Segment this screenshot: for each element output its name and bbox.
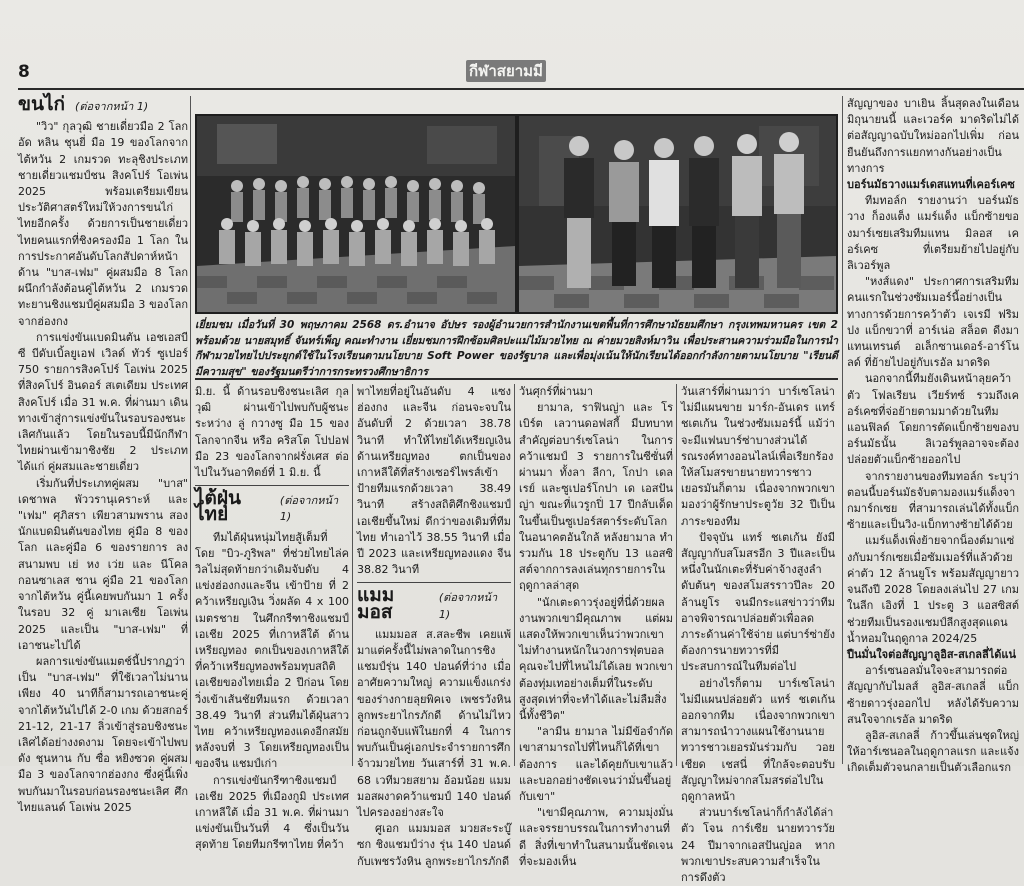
paragraph: อย่างไรก็ตาม บาร์เซโลน่าไม่มีแผนปล่อยตัว แทร์ ชเตเก้น ออกจากทีม เนื่องจากพวกเขาสามารถนำวางแผนใช้งานนายทวารชาวเยอรมันร่วมกับ วอยเชียด เชสนี่ ที่ใกล้จะตอบรับสัญญาใหม่จากสโมสรต่อไปในฤดูกาลหน้า	[681, 676, 835, 804]
article-column-4	[519, 384, 673, 868]
paragraph: ปัจจุบัน แทร์ ชเตเก้น ยังมีสัญญากับสโมสรอีก 3 ปีและเป็นหนึ่งในนักเตะที่รับค่าจ้างสูงลำดับต้นๆ ของสโมสรราวปีละ 20 ล้านยูโร จนมีกระแสข่าวว่าทีมอาจพิจารณาปล่อยตัวเพื่อลดภาระด้านค่าใช้จ่าย แต่บาร์ซ่ายังต้องการนายทวารที่มีประสบการณ์ในทีมต่อไป	[681, 530, 835, 674]
photo-strip	[195, 114, 838, 314]
paragraph: มิ.ย. นี้ ด้านรอบชิงชนะเลิศ กุลวุฒิ ผ่านเข้าไปพบกับผู้ชนะระหว่าง ลู่ กวางซู มือ 15 ของโลกจากจีน หรือ คริสโต โปปอฟ มือ 23 ของโลกจากฝรั่งเศส ต่อไปในวันอาทิตย์ที่ 1 มิ.ย. นี้	[195, 385, 349, 480]
article-column-6	[847, 96, 1019, 775]
article-heading-badminton: ขนไก่ (ต่อจากหน้า 1)	[18, 93, 149, 115]
group-photo	[197, 116, 515, 312]
paragraph: "ลามีน ยามาล ไม่มีข้อจำกัดเขาสามารถไปที่ไหนก็ได้ที่เขาต้องการ และได้คุยกับเขาแล้วและบอกอย่างชัดเจนว่ามั่นขึ้นอยู่กับเขา"	[519, 725, 673, 804]
continued-note: (ต่อจากหน้า 1)	[438, 591, 498, 621]
paragraph: ทีมไต้ฝุ่นหนุ่มไทยสู้เต็มที่ โดย "บิว-ภูริพล" ที่ช่วยไทยไล่ควิลไม่สุดท้ายกว่าเดิมจับดับ 4 แข่งฮ่องกงและจีน เข้าป้าย ที่ 2 คว้าเหรียญเงิน วิ่งผลัด 4 x 100 เมตรชาย ในศึกกรีฑาชิงแชมป์เอเชีย 2025 ที่เกาหลีใต้ ด้านเหรียญทอง ตกเป็นของเกาหลีใต้ ที่คว้าเหรียญทองพร้อมทุบสถิติเอเชียของไทยเมื่อ 2 ปีก่อน โดยวิ่งเข้าเส้นชัยทีมแรก ด้วยเวลา 38.49 วินาที ส่วนทีมไต้ฝุ่นสาวไทย คว้าเหรียญทองแดงอีกสมัย หลังจบที่ 3 โดยเหรียญทองเป็นของจีน แชมป์เก่า	[195, 530, 349, 771]
article-heading-muay-thai: แมมมอส (ต่อจากหน้า 1)	[357, 587, 511, 622]
paragraph: ผลการแข่งขันแมตช์นี้ปรากฏว่า เป็น "บาส-เฟม" ที่ใช้เวลาไม่นานเพียง 40 นาทีก็สามารถเอาชนะคู่จากไต้หวันไปได้ 2-0 เกม ด้วยสกอร์ 21-12, 21-17 ลิ่วเข้าสู่รอบชิงชนะเลิศได้อย่างงดงาม โดยจะเข้าไปพบ ดัง ชุนหาน กับ ซื่อ หยิงซวด คู่ผสมมือ 3 ของโลกจากฮ่องกง ซึ่งคู่นี้เพิ่งพบกันมาในรอบก่อนรองชนะเลิศ ศึกไทยแลนด์ โอเพ่น 2025	[18, 654, 188, 814]
paragraph: ส่วนบาร์เซโลน่าก็กำลังได้ล่าตัว โจน การ์เซีย นายทวารวัย 24 ปีมาจากเอสปันญ่อล หากพวกเขาประสบความสำเร็จในการดึงตัว	[681, 806, 835, 885]
paragraph: อาร์เซนอลมั่นใจจะสามารถต่อสัญญากับไมลส์ ลูอิส-สเกลลี่ แบ็กซ้ายดาวรุ่งออกไป หลังได้รับความสนใจจากเรอัล มาดริด	[847, 664, 1019, 726]
continued-note: (ต่อจากหน้า 1)	[279, 494, 339, 524]
article-column-3	[357, 384, 511, 868]
paragraph: ยามาล, ราฟินญ่า และ โรเบิร์ต เลวานดอฟสกี้ มีบทบาทสำคัญต่อบาร์เซโลน่า ในการคว้าแชมป์ 3 รายการในซีซั่นที่ผ่านมา ทั้งลา ลีกา, โกปา เดล เรย์ และซูเปอร์โกปา เด เอสปันญ่า ขณะที่แวรูกปิ่ 17 ปีกลับเด็ดในขึ้นเป็นซูเปอร์สตาร์ระดับโลกในอนาคตอันใกล้ หลังยามาล ทำรวมกัน 18 ประตูกับ 13 แอสซิสต์จากการลงเล่นทุกรายการในฤดูกาลล่าสุด	[519, 401, 673, 593]
paragraph: สัญญาของ บาเยิน ลิ้นสุดลงในเดือนมิถุนายนนี้ และเวอร์ค มาดริดไม่ได้ต่อสัญญาฉบับใหม่ออกไปเพิ่ม ก่อนยืนยันถึงการแยกทางกันอย่างเป็นทางการ	[847, 97, 1019, 175]
column-divider	[842, 96, 843, 764]
paragraph: ลูอิส-สเกลลี่ ก้าวขึ้นเล่นชุดใหญ่ให้อาร์เซนอลในฤดูกาลแรก และแจ้งเกิดเต็มตัวจนกลายเป็นตัวเลือกแรก	[847, 728, 1019, 775]
paragraph: แมร์แด็งเพิ่งย้ายจากน็องต์มาแซ่งกับมาร์กเซยเมื่อซัมเมอร์ที่แล้วด้วยค่าตัว 12 ล้านยูโร พร้อมสัญญายาวจนถึงปี 2028 โดยลงเล่นไป 27 เกมในลีก เอิงที่ 1 ประตู 3 แอสซิสต์ ช่วยทีมเป็นรองแชมป์ลีกสูงสุดแดนน้ำหอมในฤดูกาล 2024/25	[847, 534, 1019, 645]
article-column-1	[18, 93, 188, 814]
paragraph: แมมมอส ส.สละชีพ เคยแพ้มาแต่ครั้งนี้ไม่พลาดในการชิงแชมป์รุ่น 140 ปอนด์ที่ว่าง เมื่ออาศัยความใหญ่ ความแข็งแกร่งของร่างกายลุยพิคเจ เพชรวังหิน ลูกพระยาไกรภักดี ด้านไม่ไหว ก่อนถูกจับแพ้ในยกที่ 4 ในการพบกันเป็นคู่เอกประจำรายการศึกจ้าวมวยไทย วันเสาร์ที่ 31 พ.ค. 68 เวทีมวยสยาม อ้อมน้อย แมมมอสผงาดคว้าแชมป์ 140 ปอนด์ไปครองอย่างสะใจ	[357, 627, 511, 820]
section-masthead: กีฬาสยามมี	[466, 60, 546, 82]
paragraph: การแข่งขันแบดมินตัน เอชเอสบีซี บีดับเบิ้ลยูเอฟ เวิลด์ ทัวร์ ซูเปอร์ 750 รายการสิงคโปร์ โอเพ่น 2025 ที่สิงคโปร์ อินดอร์ สเตเดียม ประเทศสิงคโปร์ เมื่อ 31 พ.ค. ที่ผ่านมา เดินทางเข้าสู่การแข่งขันในรอบรองชนะเลิศกันแล้ว โดยในรอบนี้มีนักกีฬาไทยผ่านเข้ามาชิงชัย 2 ประเภท ได้แก่ คู่ผสมและชายเดี่ยว	[18, 330, 188, 474]
standing-photo	[519, 116, 836, 312]
article-heading-athletics: ไต้ฝุ่นไทย (ต่อจากหน้า 1)	[195, 490, 349, 525]
paragraph: เริ่มกันที่ประเภทคู่ผสม "บาส" เดชาพล พัววรานุเคราะห์ และ "เฟม" ศุภิสรา เพียวสามพราน สองนักแบดมินตันของไทย คู่มือ 8 ของโลก และคู่มือ 6 ของรายการ ลงสนามพบ เย่ หง เว่ย และ นีโคล กอนซาเลส ชาน คู่มือ 21 ของโลกจากไต้หวัน คู่นี้เคยพบกันมา 1 ครั้ง ในรอบ 32 คู่ มาเลเซีย โอเพ่น 2025 และเป็น "บาส-เฟม" ที่เอาชนะไปได้	[18, 476, 188, 652]
article-column-5	[681, 384, 835, 885]
column-divider	[514, 384, 515, 766]
column-divider	[352, 384, 353, 766]
section-rule	[357, 578, 511, 583]
column-divider	[676, 384, 677, 766]
continued-note: (ต่อจากหน้า 1)	[75, 100, 149, 113]
paragraph: ศูเอก แมมมอส มวยสะระบู๊ ซก ชิงแชมป์ว่าง รุ่น 140 ปอนด์ กับเพชรวังหิน ลูกพระยาไกรภักดี	[357, 822, 511, 868]
subheading-bournemouth: บอร์นมัธวางแมร์เดสแทนที่เคอร์เคซ	[847, 178, 1015, 192]
paragraph: "นักเตะดาวรุ่งอยู่ที่นี่ด้วยผลงานพวกเขามีคุณภาพ แต่ผมแสดงให้พวกเขาเห็นว่าพวกเขาไม่ทำงานหนักในวงการฟุตบอล คุณจะไปที่ไหนไม่ได้เลย พวกเขาต้องทุ่มเทอย่างเต็มที่ในระดับสูงสุดเท่าที่จะทำได้และไม่ลืมสิ่งนี้ทั้งชีวิต"	[519, 595, 673, 723]
subheading-arsenal: ปืนมั่นใจต่อสัญญาลูอิส-สเกลลี่ได้แน่	[847, 647, 1017, 661]
paragraph: การแข่งขันกรีฑาชิงแชมป์เอเชีย 2025 ที่เมืองกูมิ ประเทศเกาหลีใต้ เมื่อ 31 พ.ค. ที่ผ่านมา แข่งขันเป็นวันที่ 4 ซึ่งเป็นวันสุดท้าย โดยทีมกรีฑาไทย ที่คว้า	[195, 773, 349, 852]
paragraph: นอกจากนี้ทีมยังเดินหน้าลุยคว้าตัว โฟลเรียน เวียร์ทซ์ รวมถึงเคอร์เคซที่จ่อย้ายตามมาด้วยในทีมแอนฟิลด์ โดยการตัดแบ็กซ้ายของบอร์นมัธนั้น ลิเวอร์พูลอาจจะต้องปล่อยตัวแบ็กซ้ายออกไป	[847, 372, 1019, 467]
article-column-2	[195, 384, 349, 852]
paragraph: วันเสาร์ที่ผ่านมาว่า บาร์เซโลน่าไม่มีแผนขาย มาร์ก-อันเดร แทร์ ชเตเก้น ในช่วงซัมเมอร์นี้ แม้ว่าจะมีแฟนบาร์ซ่าบางส่วนได้รณรงค์ทางออนไลน์เพื่อเรียกร้องให้สโมสรขายนายทวารชาวเยอรมันก็ตาม เนื่องจากพวกเขามองว่าผู้รักษาประตูวัย 32 ปีเป็นภาระของทีม	[681, 385, 835, 528]
paragraph: "วิว" กุลวุฒิ ชายเดี่ยวมือ 2 โลก อัด หลิน ชุนยี่ มือ 19 ของโลกจากไต้หวัน 2 เกมรวด ทะลุชิงประเภทชายเดี่ยวแชมป์ชน สิงคโปร์ โอเพ่น 2025 พร้อมเตรียมเขียนประวัติศาสตร์ใหม่ให้วงการขนไก่ไทยอีกครั้ง ด้วยการเป็นชายเดี่ยวไทยคนแรกที่ชิงครองมือ 1 โลก ในการประกาศอันดับโลกสัปดาห์หน้า ด้าน "บาส-เฟม" คู่ผสมมือ 8 โลก ผนึกกำลังต้อนคู่ไต้หวัน 2 เกมรวด ทะยานชิงแชมป์คู่ผสมมือ 3 ของโลกจากฮ่องกง	[18, 120, 188, 328]
column-divider	[190, 96, 191, 764]
photo-caption: เยี่ยมชม เมื่อวันที่ 30 พฤษภาคม 2568 ดร.อำนาจ อัปษร รองผู้อำนวยการสำนักงานเขตพื้นที่การศึกษามัธยมศึกษา กรุงเทพมหานคร เขต 2 พร้อมด้วย นายสมุทธิ์ จันทร์เพ็ญ คณะทำงาน เยี่ยมชมการฝึกซ้อมศิลปะแม่ไม้มวยไทย ณ ค่ายมวยสิงห์มาวิน เพื่อประสานความร่วมมือในการนำกีฬามวยไทยไปประยุกต์ใช้ในโรงเรียนตามนโยบาย Soft Power ของรัฐบาล และเพื่อมุ่งเน้นให้นักเรียนได้ออกกำลังกายตามนโยบาย "เรียนดี มีความสุข" ของรัฐมนตรีว่าการกระทรวงศึกษาธิการ	[195, 319, 838, 378]
paragraph: จากรายงานของทีมทอล์ก ระบุว่า ตอนนี้บอร์นมัธจับตามองแมร์แด็งจากมาร์กเซย ที่สามารถเล่นได้ทั้งแบ็กซ้ายและเป็นวิง-แบ็กทางซ้ายได้ด้วย	[847, 469, 1019, 532]
section-rule	[195, 481, 349, 486]
paragraph: วันศุกร์ที่ผ่านมา	[519, 385, 594, 398]
paragraph: พาไทยที่อยู่ในอันดับ 4 แซงฮ่องกง และจีน ก่อนจะจบในอันดับที่ 2 ด้วยเวลา 38.78 วินาที ทำให้ไทยได้เหรียญเงินด้านเหรียญทอง ตกเป็นของเกาหลีใต้ที่สร้างเซอร์ไพรส์เข้าป้ายทีมแรกด้วยเวลา 38.49 วินาที สร้างสถิติศึกชิงแชมป์เอเชียขึ้นใหม่ ดีกว่าของเดิมที่ทีมไทย ทำเอาไว้ 38.55 วินาที เมื่อปี 2023 และเหรียญทองแดง จีน 38.82 วินาที	[357, 385, 511, 577]
paragraph: "เขามีคุณภาพ, ความมุ่งมั่นและจรรยาบรรณในการทำงานที่ดี สิ่งที่เขาทำในสนามนั้นชัดเจนที่จะมองเห็น	[519, 806, 673, 868]
caption-rule	[195, 378, 838, 380]
paragraph: "หงส์แดง" ประกาศการเสริมทีมคนแรกในช่วงซัมเมอร์นี้อย่างเป็นทางการด้วยการคว้าตัว เจเรมี ฟริมปง แบ็กขวาที่ อาร์เน่อ สล็อต ดีงมาแทนเทรนต์ อเล็กซานเดอร์-อาร์โนลด์ ที่ย้ายไปอยู่กับเรอัล มาดริด	[847, 275, 1019, 370]
paragraph: ทีมทอล์ก รายงานว่า บอร์นมัธ วาง ก็องแต็ง แมร์แด็ง แบ็กซ้ายของมาร์เซยเสริมทีมแทน มิลอส เคอร์เคซ ที่เตรียมย้ายไปอยู่กับลิเวอร์พูล	[847, 194, 1019, 273]
header-rule	[18, 88, 1024, 90]
page-number: 8	[18, 62, 30, 82]
